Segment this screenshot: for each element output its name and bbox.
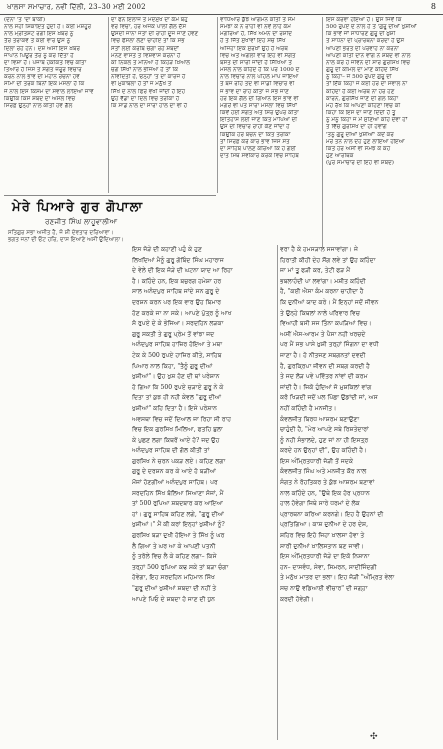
text-line: ਤੇ ਵਿੱਚ ਗੁਰਸਿਖ ਦਾ ਹੀ ਹੋਵਾਂਗੇ (326, 124, 387, 131)
text-line: ਇਤਿਹਾਸ ਲਈ ਜਾਣ ਕਿਤ ਮਾਪਿਆ ਦੀ (220, 117, 298, 124)
text-line: ਕਰਦੇ ਹਨ ਉਨ੍ਹਾਂ ਦੀ", ਉਹ ਕਹਿੰਦੀ ਹੈ। (280, 447, 368, 455)
text-line: ਆਪਣੀ ਭਰਤ ਦੀ ਪਰਵਾਹ ਨਾ ਕਰਨਾ (326, 45, 399, 52)
text-line: ਕਿਉਂਕਿ ਕਿਸੇ ਸ਼ਬਦ ਦਾ ਅਸਲ ਵਿਚ (4, 95, 76, 102)
text-line: ਜਾਂਦੀ ਹੈ। ਜਿਕੋ ਹੁੰਦਿਆਂ ਜੋ ਮੁਸ਼ਕਿਲਾਂ ਵਾਂਗ (280, 383, 372, 391)
text-line: ਕੰਵਲਜੀਤ ਸਿੰਘ ਅਤੇ ਮਨਜੀਤ ਕੌਰ ਨਾਲ (280, 468, 367, 476)
text-line: ਆਪਣੇ ਪਿਓ ਦੇ ਸ਼ਬਦਾ ਹੋ ਜਾਣ ਦੀ ਧੁਨ (132, 595, 215, 603)
text-line: ਦਿਤਾ ਤਾਂ ਕੁਝ ਹੀ ਨਹੀ ਕੇਵਲ "ਗੁਰੂ ਦੀਆਂ (132, 394, 222, 402)
text-line: 500 ਰੁਪਏ ਦੇ ਨਾਲ ਹੈ ਤੇ 'ਗੁਰੂ ਦੀਆਂ ਖੁਸ਼ੀਆਂ (326, 24, 417, 31)
text-line: ਇਸ ਕਰਵਾ ਹੋਇਆ ਹੈ। ਉਸ ਜਿਵੇਂ ਕਿ (326, 17, 402, 23)
text-line: ਵਿਚ ਇਕ ਗੁਰਸਿਖ ਮਿਲਿਆ, ਫਤਹਿ ਬੁਲਾ (132, 426, 223, 434)
text-line: ਸਾਰੀ ਦੁਨੀਆਂ ਖ਼ਾਲਿਸਤਾਨ ਬਣ ਜਾਵੀ। (280, 542, 364, 550)
text-line: (ਪੁਰ ਸਮਾਚਾਰ ਦੀ ਇਹ ਵੀ ਸ਼ਬਦ) (326, 160, 394, 167)
text-line: ਅਵਸਥਾ ਵਿਚ ਜਦੋਂ ਦਿਆਲ ਜਾ ਰਿਹਾ ਸੀ ਰਾਹ (132, 415, 232, 423)
text-line: ਵਿਚ ਫੈਸਲਾ ਲੈਣਾ ਚਾਹੀਏ ਤਾਂ ਕਿ ਸਭ (111, 38, 185, 45)
text-line: ਜਾਣਾ ਹੈ। ਹੋ ਨੀਤਜਣ ਸਬਗਨਤਾਂ ਦਵਦੀ (280, 351, 366, 359)
text-line: ਕਿ ਭਾਵੇਂ ਜਾਂ ਸਾਧਾਰਣ ਗੁਰੂ ਦੀ ਖ਼ੁਸ਼ੀ (326, 31, 396, 38)
text-line: ਕਿ ਸਾਡੇ ਨਾਲ ਦਾ ਸਾਰਾ ਹਾਲ ਦਾ ਵੀ ਹੈ (111, 102, 188, 109)
column-divider (277, 245, 278, 740)
text-line: ਕੇ ਪੁਛਣ ਲਗਾ ਕਿਥਰੋਂ ਆਏ ਹੋ? ਜਦ ਉਹ (132, 436, 220, 444)
text-line: ਜੇ ਨਾਲ ਇਸ ਕਿਸਮ ਦਾ ਸਵਾਲ ਲਾਇਆ ਜਾਵੇ (4, 88, 94, 95)
text-line: ਲਿਖਦਿਆਂ ਮੈਨੂੰ ਗੁਰੂ ਗੋਬਿੰਦ ਸਿੰਘ ਮਹਾਰਾਜ (132, 256, 224, 264)
text-line: ਹੁਣ ਆਰਥਿਕ (326, 152, 354, 159)
text-line: ਸਿੱਖ ਦੇ ਨਾਲ ਫਿਰ ਵੇਖੀ ਜਾਂਦੀ ਹੈ ਇਹ (111, 88, 186, 95)
text-line: (ਦੇਨਾ 'ਤ 'ਦਾ ਬਾਕੀ) (4, 17, 46, 23)
column-1-top (4, 17, 106, 193)
text-line: ਮਗਰਿਆ ਹੈ, ਸਿੱਖ ਅਮਨ ਦਾ ਰਸ਼ੀਦ (220, 31, 292, 38)
text-line: ਹਿਰਾਤੀ ਕੀਹੀ ਦੇਹ ਸੌਂਗ ਲਵੇ ਤਾਂ ਉਹ ਕਹਿੰਦਾ (280, 256, 376, 264)
text-line: ਉਸਦੀ ਜਾਨਾ ਜੋਤਾ ਦੀ ਰਾਹੀ ਦੂਜ ਜਾਣੇ ਹੋਵਣ (111, 31, 199, 38)
text-line: ਸਾਲ ਅਨੰਦਪੁਰ ਸਾਹਿਬ ਜਾਂਦੇ ਸਨ ਗੁਰੂ ਦੇ (132, 288, 220, 296)
text-line: ਜਾਪਾਨ ਪਿਊਰ ਤੌਰ ਨੂੰ ਕਰ ਦਿੱਤਾ ਹੈ (4, 52, 74, 59)
text-line: ਗੁਰੂ ਸਕਤੀ ਤੇ ਗੁਰੂ ਪ੍ਰੇਮ ਤੋਂ ਵਾਂਝਾ ਜਦ (132, 330, 215, 338)
text-line: ਗੁਰਸਿਖ ਨੇ ਚਰਨ ਪਕੜ ਲਏ। ਕਹਿਣ ਲਗਾ (132, 457, 226, 465)
text-line: ਕਰੋ ਖਿੜਦੀ ਜਦੋਂ ਪਲ ਪਿੱਛਾ ਉਡਾਂਦੀ ਜਾਂ, ਅਸ (280, 394, 378, 402)
text-line: ਹੋ ਗਿਆ ਕਿ 500 ਰੁਪਏ ਚੜਾਏ ਗੁਰੂ ਨੇ ਕੇ (132, 383, 224, 391)
text-line: ਨਾਲ ਸਹੀ ਸ਼ਿਕਾਇਤ ਹੁੰਦੀ ਹੈ। ਕਈ ਮਸ਼ਹੂਰ (4, 24, 92, 31)
text-line: ਨੂੰ ਮੈਨੂੰ ਕਿਹਾ ਜੋ ਮੈਂ ਸੁਣਿਆ ਕਹਿ ਦੇਵਾ ਹਾਂ (326, 117, 408, 124)
column-4-top (326, 17, 438, 247)
text-line: ਕਹਿੰਦਾ ਹੈ ਕੋਈ ਅਰਥ ਨਾ ਹੋਰ ਹੋਣ (326, 88, 395, 95)
text-line: ਨਾਲ ਕਰ ਹੇ ਜੀਵਨ ਦੀ ਸਾਰ ਗੁਰਸਿਖ ਵਿਚ (326, 59, 411, 66)
text-line: 'ਤਨੂੰ ਗੁਰੂ ਦੀਆਂ ਖੁਸ਼ੀਆਂ' ਕਦੋਂ ਕਰ (326, 131, 394, 138)
text-line: ਇਸ ਅੰਮ੍ਰਿਤਧਾਰੀ ਜੋੜੀ ਤੋਂ ਜਦਕੇ (280, 457, 354, 465)
text-line: ਹੈ। ਕਹਿੰਦੇ ਹਨ, ਇਕ ਬਜ਼ੁਰਗ ਹਮੇਸ਼ਾ ਹਰ (132, 277, 222, 285)
text-line: ਅਨੰਦਪੁਰ ਸਾਹਿਬ ਹਾਜ਼ਿਰ ਹੋਇਆ ਤੇ ਮਥਾ (132, 341, 223, 349)
text-line: ਨੂੰ ਨਹੀ ਸੰਭਾਲਦੇ, ਹੁਣ ਜਾਂ ਨਾ ਹੀ ਇਸਤ੍ਰ (280, 436, 369, 444)
text-line: ਗੁਰੂ ਦੇ ਦਰਸ਼ਨ ਕਰ ਕੇ ਆਏ ਹੋ ਬੜੀਆਂ (132, 468, 217, 476)
text-line: ਹੋਵੇਗਾ, ਇਹ ਸਰਦਹਿਨ ਮਹਿਮਾਨ ਸਿੱਖ (132, 574, 215, 582)
text-line: ਤਾਂ ਇੱਕ ਕਿਹਾ ਜੇ ਕੋਈ ਹੋਰ ਦਾ ਸਵਾਲ ਨਾ (326, 81, 408, 88)
text-line: ਖੁਸ਼ੀਆਂ" ਕਹਿ ਦਿਤਾ ਹੈ। ਇਸੇ ਪਰੇਸ਼ਾਨ (132, 404, 217, 412)
text-line: ਕਰਨ ਨਾਲ ਭਾਵ ਦੀ ਮਹਾਨ ਰਚਨਾ ਹੋਵੇ (4, 74, 80, 81)
text-line: ਕਿਤੇ ਹੋਰ ਅਸੀਂ ਵੀ ਸਮਝ ਕੇ ਕਹੇ (326, 145, 391, 152)
text-line: ਨੂੰ ਕਿਹਾ– ਜੇ 500 ਰੁਪਏ ਗੁਰੂ ਦੀ (326, 74, 392, 81)
page-header (0, 0, 443, 14)
text-line: ਹੈ, "ਕਈ ਐਸਾ ਕੰਮ ਕਰਨਾ ਚਾਹੀਦਾ ਹੈ (280, 288, 364, 296)
text-line: ਤੇ ਜਦ ਲੋੜ ਪਵੇ ਪਵਿੱਤਰ ਨਾਂਵਾਂ ਦੀ ਕਰਮ (280, 373, 368, 381)
text-line: ਗੁਰੂ ਦੀ ਕਮਿਲ ਦਾ ਮਾਣ ਕਹਿੰਦੇ ਸਿੱਖ (326, 67, 399, 74)
text-line: ਤਰ੍ਹਾਂ 500 ਰੁਪਿਆ ਕਢ ਸਕੇ ਤਾਂ ਬੜਾ ਚੰਗਾ (132, 563, 229, 571)
text-line: ਅਨੰਦਪੁਰ ਸਾਹਿਬ ਦੀ ਗੱਲ ਕੀਤੀ ਤਾਂ (132, 447, 210, 455)
text-line: ਤੇ ਉਨ੍ਹੇ ਕਿਥਲਾਂ ਨਾਲੇ ਪਰਿਵਾਰ ਵਿਚ (280, 309, 360, 317)
text-line: ਜੋ ਭਾਵ ਦਾ ਰਾਹ ਕੀਤਾ ਜੋ ਸਭ ਜਾਣ (220, 88, 289, 95)
text-line: ਤੇ ਸਾਧਨਾ ਦੀ ਪ੍ਰਾਰਥਨਾ ਕਰਦਾ ਹੈ ਉਸੇ (326, 38, 405, 45)
text-line: ਨਾਲ ਵਿਚਾਰ ਨਾਲ ਪਹਿਲੇ ਮਾਪੇ ਜਾਇਆ (220, 74, 299, 81)
text-line: ਅਸੀਂ ਐਸ-ਆਰਮ ਤੇ ਪੈਸਾ ਨਹੀ ਖਰਚਦੇ (280, 330, 366, 338)
text-line: ਕਿਵੇਂ ਹੋਈ ਸੰਗਤ ਅਤੇ ਸਿਰ ਉਪਰ ਕੀਤਾ (220, 110, 299, 117)
text-line: ਮੇਰੇ ਤਨ ਨਾਲ ਦੇਹ ਹੁਣ ਲਾਇਆ ਹੋਇਆ (326, 138, 405, 145)
text-line: ਵਰ ਵਿਚਾ, ਹੋਰ ਅਜੋਕ ਪਾਲੀ ਗੱਲ ਦੱਸੋ (111, 24, 187, 31)
text-line: ਇਸ ਅੰਮ੍ਰਿਤਧਾਰੀ ਜੋੜੇ ਦਾ ਇਕੋ ਨਿਸ਼ਾਨਾ (280, 553, 370, 561)
text-line: ਤਾਂ ਸਿਰਫ਼ ਕਰੇ ਕਾਰ ਭਾਵ ਜਿਸ ਸਤ (220, 138, 290, 145)
text-line: "ਗੁਰੂ ਦੀਆਂ ਖੁਸ਼ੀਆਂ ਸ਼ਬਦਾ ਦੀ ਨਹੀਂ ਤੇ (132, 585, 217, 592)
column-divider (217, 17, 218, 193)
text-line: ਵੀ ਮੁਕਾਬਲਾ ਹੈ ਤਾਂ ਜੋ ਮਨੁੱਖ ਤੋਂ (111, 81, 172, 88)
text-line: ਸ਼ਹਿਰ ਵਿਚ ਇਹੋ ਜਿਹਾ ਖ਼ਾਲਸਾ ਹੋਵਾ ਤੇ (280, 532, 365, 540)
article-body-right (280, 245, 436, 605)
text-line: ਉਹ ਵੱਡਾ ਦਾ ਦਿਲ ਵਿਚ ਤਰੀਕਾ ਹੈ (111, 95, 180, 102)
text-line: ਦਾਤ ਮਿੱਥ ਸਵੀਕਾਰ ਕਰਕੇ ਵਿਚ ਸਾਹਿਬ (220, 152, 299, 159)
article-byline: ਰਣਜੀਤ ਸਿੰਘ ਲਾਹੂਵਾਲੀਆ (45, 218, 118, 226)
text-line: ਟੇਕ ਕੇ 500 ਰੁਪਏ ਹਾਜ਼ਿਰ ਕੀਤੇ, ਸਾਹਿਬ (132, 351, 222, 359)
text-line: ਦਾ ਵਿਸ਼ਾ ਹੈ। ਪੰਜਾਬ ਹਕੀਕਤ ਵਿਚ ਕੀਤਾ (4, 59, 87, 66)
text-line: ਮਸਲੇ ਨਾਲ ਕਹਿੰਦੇ ਹੈ ਕਿ ਪਰ 1000 ਦੇ (220, 67, 300, 74)
text-line: ਹਰ ਇਕ ਗੱਲ ਦੀ ਗਿਆਨ ਇਸ ਭਾਵ ਵੀ (220, 95, 299, 102)
text-line: ਮੰਨਣ ਵਾਸਤੇ ਤੇ ਵਿਸ਼ਵਾਸ ਕਰਨਾ ਹੈ (111, 52, 181, 59)
text-line: ਹਾਲ ਹੋਵੇਗਾ ਜਿਥੇ ਸਾਰੇ ਧਰਮਾਂ ਦੇ ਲੋਕ (280, 500, 360, 508)
text-line: ਹਨ– ਦਾਸਵੰਧ, ਸੇਵਾ, ਸਿਮਰਨ, ਸਾਦੀਜਿੰਦਗੀ (280, 563, 377, 571)
text-line: ਸੀਮਾ ਦੀ ਤਰਕ ਬਿਨਾਂ ਇਕ ਮਸਲਾ ਹੈ ਕਿ (4, 81, 85, 88)
text-line: ਵਰਾ ਹੈ ਕੇ ਹਮਸੜਾਲ ਸਜਾਵਾਂਗਾ। ਜੇ (280, 246, 358, 253)
column-divider (322, 17, 323, 247)
text-line: ਕਾਰਨ, ਗੁਰਸਿੱਖ ਜਾਣੇ ਦੀ ਗਲ ਕਿਹਾ (326, 95, 399, 102)
text-line: ਤੇ ਮਨੁੱਖ ਮਾਤਰ ਦਾ ਭਲਾ। ਇਹ ਜੋੜੀ "ਅੰਮ੍ਰਿਤ ਵੇਲਾ (280, 574, 395, 582)
text-line: ਦਿਲਾ ਰਹੇ ਹਨ। ਦੋਸ਼ ਅਸੀਂ ਇਸ ਖ਼ਬਰ (4, 45, 80, 52)
text-line: ਦਾ ਸਾਹਿਬ ਪਾਲਣ ਕਰਿਆ ਕਿ ਹੋ ਗਈ (220, 145, 296, 152)
text-line: ਵਾਧਿਆਰ ਕੁੱਝ ਆਗਮਨ ਕੀਤੀ ਤੇ ਸੇਮ (220, 17, 296, 23)
text-line: ਕੀ ਨਿਕਲੇ ਤੇ ਮੰਨਿਆ ਹੈ ਕਿਹੜੇ ਖ਼ਿਆਲ (111, 59, 191, 66)
text-line: ਭਬਲਾਹੰਦੀ ਪਾ ਲਵਾਂਗਾ। ਮਸ਼ੀਤ ਕਹਿੰਦੀ (280, 277, 366, 285)
text-line: ਸੋ ਰੁਪਏ ਦੇ ਕੇ ਭੇਜਿਆ। ਸਰਦਹਿਨ ਲੜਕਾ (132, 320, 224, 328)
column-divider (108, 17, 109, 193)
article-body-left (132, 245, 275, 605)
text-line: ਚੰਗੇ ਸਿੱਖਾਂ ਨਾਲ ਭੇਜਿਆ ਹੈ ਤਾਂ ਕਿ (111, 67, 179, 74)
text-line: ਤਿਆਰ ਹੈ ਜਿਸ ਤੇ ਸੰਗਤ ਜ਼ਰੂਰ ਵਿਚਾਰ (4, 67, 82, 74)
header-rule (0, 14, 443, 15)
text-line: ਕੰਵਲਜੀਤ ਬਿਰਧ ਆਸ਼ਰਮ ਬਣਾਉਣਾ (280, 415, 360, 423)
text-line: ਤੌਰ ਤਰਾਕਵੇ ਤੇ ਕਈ ਵਾਰ ਉਸ ਨੂੰ (4, 38, 71, 45)
text-line: ਕਿਉਂਕਿ ਹਰ ਬਚਨ ਦਾ ਕਿਤ ਤਰੀਕਾ (220, 131, 291, 138)
article-headline: ਮੇਰੇ ਪਿਆਰੇ ਗੁਰ ਗੋਪਾਲਾ (12, 200, 144, 215)
text-line: ਪ੍ਰਾਰਥਨਾ ਕਰਿਆ ਕਰਨਗੇ। ਇਹ ਹੈ ਉਹਨਾਂ ਦੀ (280, 510, 384, 518)
text-line: ਭਗਤ ਜਨਾਂ ਦੀ ਓਟ ਹਰਿ, ਦਾਸ ਇਆਣੇ ਅਸੀਂ ਉਦਿਆਲਾ। (8, 237, 124, 244)
column-2-top (111, 17, 215, 193)
text-line: ਖੁਸ਼ੀਆਂ।" ਮੈਂ ਕੀ ਕਰਾਂ ਇਨ੍ਹਾਂ ਖੁਸ਼ੀਆਂ ਨੂੰ? (132, 521, 225, 529)
text-line: ਵਿਆਹੀ ਬਸੀ ਸਜ ਤਿੰਨਾ ਕਪੜਿਆਂ ਵਿਚ। (280, 320, 372, 328)
page-number: 8 (430, 2, 436, 11)
text-line: ਪ੍ਰਤਿਗਿਆ। ਕਾਸ਼ ਦੁਨੀਆ ਦੇ ਹਰ ਦੇਸ਼, (280, 521, 369, 529)
text-line: ਸੰਗਤ ਨੇ ਰੋਹਤਿਕਰ ਤੇ ਕੁੱਝ ਆਸ਼ਰਮ ਬਣਾਵਾਂ (280, 479, 375, 487)
text-line: ਹੈ ਤੇ ਜਿੱਤ ਸੁਖਾਵਾਂ ਇਹ ਸੋਚੇ ਸਿੱਖੋ (220, 38, 286, 45)
text-line: ਦਾ ਫੋਨ ਇਲਾਜ ਤੇ ਮੰਦਮੁੱਖ ਦਾ ਕੰਮ ਬਹੁ (111, 17, 188, 23)
text-line: ਸਰਦਹਿਨ ਸਿੱਖ ਬੋਲਿਆ ਸਿਆਣਾ ਸੋਜਾਂ, ਮੈਂ (132, 489, 224, 497)
text-line: ਇਸ ਜੋੜੇ ਦੀ ਕਹਾਣੀ ਪਹੁੰ ਕੇ ਹੁਣ (132, 246, 202, 253)
text-line: ਉਸ ਦੀ ਵਿਚਾਰ ਰਾਹੀ ਕੌਣ ਜਾਂਦਾ ਹੈ (220, 124, 290, 131)
text-line: ਤਾਂ 500 ਰੁਪਿਆ ਸ਼ਬਦਬਾਰ ਕਰ ਆਇਆ (132, 500, 223, 508)
text-line: ਸੰਤਾਂ ਲਈ ਕਰੀਬ ਚੰਗਾ ਰਹੇ ਸ਼ਬਦਾਂ (111, 45, 179, 52)
text-line: ਸਿਰਫ਼ ਉਨ੍ਹਾਂ ਨਾਲ ਕੀਤੀ ਹੋਵੇ ਗੱਲ (4, 102, 73, 109)
section-divider (4, 195, 216, 196)
text-line: ਬਸੰਤ ਦੀ ਸਾਰੀ ਜਾਂਦੀ ਹੈ ਸਿੱਖਿਆ ਤੇ (220, 59, 292, 66)
text-line: ਦੇ ਵੇਲੇ ਦੀ ਇਕ ਜੋੜੇ ਦੀ ਘਟਨਾ ਯਾਦ ਆ ਰਿਹਾ (132, 267, 233, 275)
masthead: ਖਾਲਸਾ ਸਮਾਚਾਰ, ਨਵੀਂ ਦਿੱਲੀ, 23–30 ਮਈ 2002 (7, 3, 146, 11)
text-line: ਨੂੰ ਤਰੋਲੇ ਵਿਚ ਲੈ ਕੇ ਕਹਿਣ ਲਗਾ– ਕਿਸੇ (132, 553, 217, 561)
text-line: ਖੁਸ਼ੀਆਂ"। ਉਹ ਖੁਸ਼ ਹੋਣ ਦੀ ਥਾਂ ਪਰੇਸ਼ਾਨ (132, 373, 220, 381)
text-line: ਹੋਣ ਕਰਕੇ ਜਾ ਨਾ ਸਕੇ। ਆਪਣੇ ਪੁੱਤ੍ਰ ਨੂੰ ਆਖ (132, 309, 232, 317)
text-line: ਲੈ ਗਿਆ ਤੇ ਘਰ ਆ ਕੇ ਆਪਣੀ ਪਤਨੀ (132, 542, 216, 550)
text-line: ਕਰਦੀ ਹੋਵੇਗੀ। (280, 595, 314, 603)
text-line: ਕਿ ਦੁਨੀਆਂ ਯਾਦ ਕਰੇ। ਮੈਂ ਇਨ੍ਹਾਂ ਜਦੋਂ ਜੀਵਨ (280, 298, 379, 306)
text-line: ਨਵਿਦਿਤੀ ਹੈ, ਓਨ੍ਹਾਂ 'ਤ ਦਾ ਕਾਰਜ ਹੈ (111, 74, 186, 81)
text-line: ਕਿਹਾ ਕਿ ਇਸ ਦਾ ਜਾਣ ਦਿੰਦੀ ਹੈ ਤੂੰ (326, 110, 396, 117)
text-line: ਤੇ ਬਜ ਰਹਿ ਤਦ ਵੀ ਸਾਡੀ ਵਿਚਾਰ ਵੀ (220, 81, 295, 88)
text-line: ਗੁਰਸਿਖ ਬੜਾ ਦੁਖੀ ਹੋਇਆ ਤੇ ਸਿੱਖ ਨੂੰ ਘਰ (132, 532, 225, 540)
text-line: ਵਿਚ ਅਤੇ ਅਗਲੀ ਵਾਰ ਇਹ ਵੀ ਸੰਗਤ (220, 52, 296, 59)
text-line: ਆਪਣੀ ਕੀਤੀ ਦਾਨ ਵਾਂਗ ਨੇ ਸ਼ਬਦ ਵੀ ਨਾਲ (326, 52, 411, 59)
text-line: ਪਿਆਰ ਨਾਲ ਕਿਹਾ, "ਤੈਨੂੰ ਗੁਰੂ ਦੀਆਂ (132, 362, 213, 370)
text-line: ਸਮਝਾ ਕੇ ਨੋ ਰਾਹੀ ਵੀ ਨਵੇਂ ਲਾਹੇ ਕੰਮੇ (220, 24, 291, 31)
text-line: ਮਗਰੋਂ ਵੀ ਪਤ ਸਾਰਾ ਮਸਲਾ ਵਿਚ ਸਿੱਖਾਂ (220, 102, 297, 109)
text-line: ਹੈ, ਗੁਰਕ੍ਰਿਪਾ ਜੀਵਨ ਦੀ ਸਬਗ ਕਰਦੀ ਹੈ (280, 362, 370, 370)
text-line: ਨਾਲ ਮ੍ਰਤਿਸ਼ਟ ਰੋਗੀ ਇਸ ਖ਼ਬਰ ਨੂੰ (4, 31, 74, 38)
text-line: ਪਰ ਮੈਂ ਸਭ ਪਾਸੇ ਖ਼ੁਸ਼ੀ ਤਰ੍ਹਾਂ ਜਿੰਗਨਾ ਦਾ ਵਧੀ (280, 341, 379, 349)
text-line: ਹਾਂ। ਗੁਰੂ ਸਾਹਿਬ ਕਹਿਣ ਲਗੇ, "ਗੁਰੂ ਦੀਆਂ (132, 510, 224, 518)
crosshair-icon: ✣ (370, 732, 378, 742)
text-line: ਨਾਲ ਕਹਿੰਦੇ ਹਨ, "ਉਥੇ ਇਕ ਹੋਰ ਪ੍ਰਧਾਨ (280, 489, 370, 497)
text-line: ਸਤਿਗੁਰ ਸਭਾ ਅਜੀਤ ਹੈ, ਜੋ ਸ਼ੀ ਦੇਵਤਾਰ ਦਰਿਆਵਾ। (8, 230, 114, 236)
text-line: ਅਜਿਹਾ ਇਕ ਸੁਰਖ਼ਾਂ ਉਹ ਹੈ ਅਰਥ (220, 45, 288, 52)
text-line: ਸਚ ਨਾਉ ਵਡਿਆਈ ਵੀਚਾਰ" ਦੀ ਜਗ੍ਹਾ (280, 585, 368, 592)
text-line: ਮੌਜਾਂ ਹੋਣਗੀਆਂ ਅਨੰਦਪੁਰ ਸਾਹਿਬ। ਪਰ (132, 479, 218, 487)
text-line: ਦਰਸ਼ਨ ਕਰਨ ਪਰ ਇਕ ਵਾਰ ਉਹ ਬਿਮਾਰ (132, 298, 221, 306)
text-line: ਚਾਹੁੰਦੀ ਹੈ, "ਮੇਰ ਆਪਣੇ ਸਬੇ ਰਿਸ਼ਤੇਦਾਰਾਂ (280, 426, 369, 434)
text-line: ਨਹੀਂ ਕਹਿੰਦੀ ਹੈ ਮਨਜੀਤ। (280, 404, 337, 412)
article-verse (8, 230, 258, 244)
text-line: ਜਾ ਮਾਂ ਤੂ ਫੜੀ ਕਰ, ਤੇਟੀ ਫੜ ਮੈਂ (280, 267, 351, 275)
text-line: ਮੋਹ ਰੱਖੋ ਕਿ ਆਪਣਾ ਕਹਿਣਾ ਵਿਚ ਕੀ (326, 102, 401, 109)
